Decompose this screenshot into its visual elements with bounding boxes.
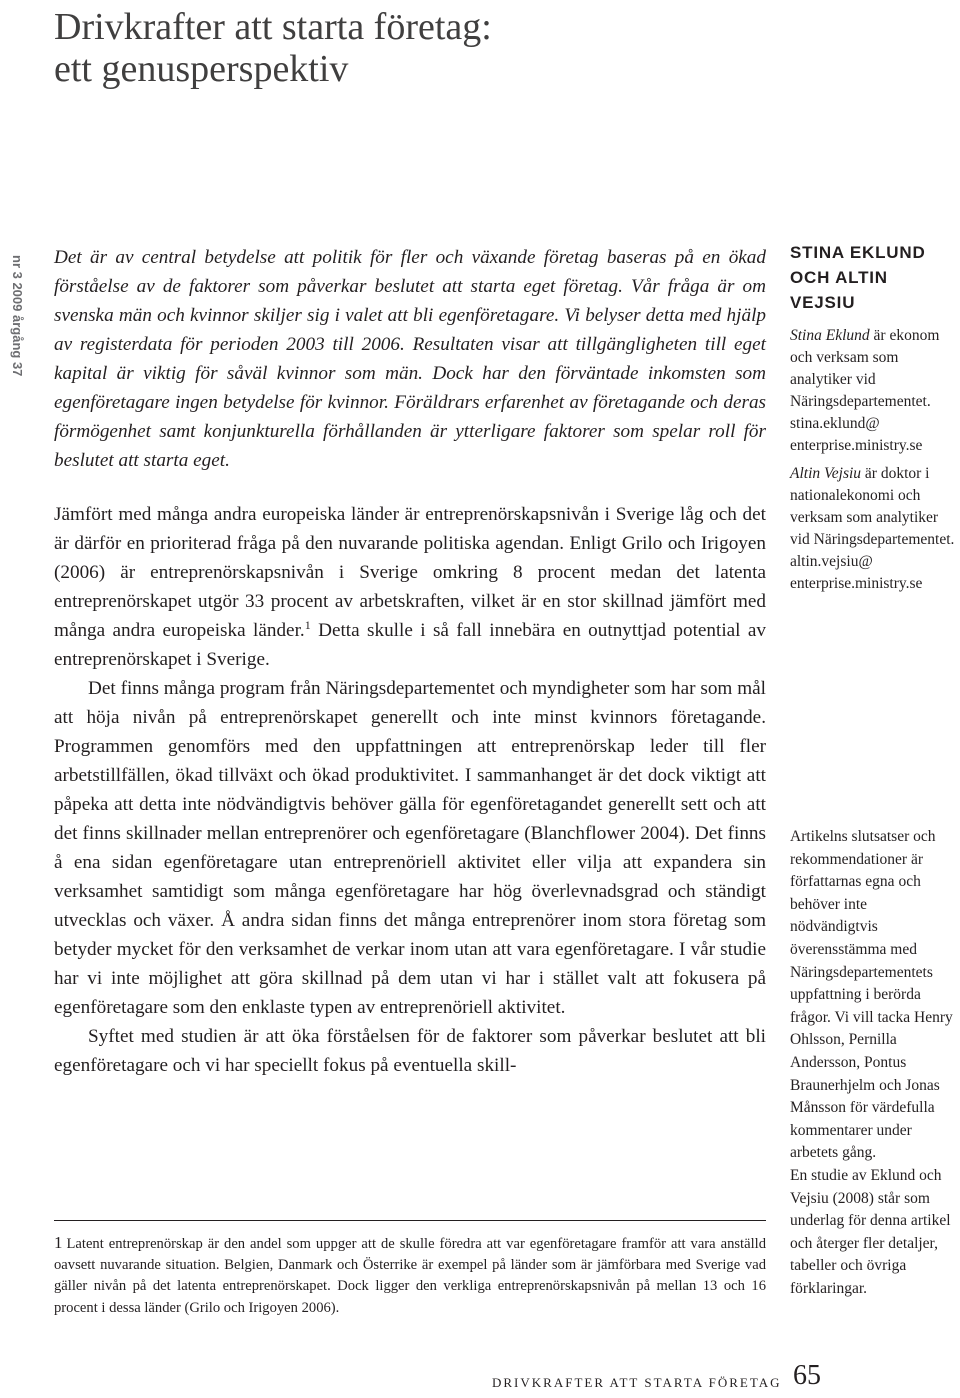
author-sidebar: [790, 240, 958, 595]
author-names: [790, 240, 958, 315]
footnote-number: 1: [54, 1233, 63, 1252]
body-paragraph-1: [54, 500, 766, 674]
body-text: [54, 500, 766, 1080]
author-bio-1-email-b[interactable]: enterprise.ministry.se: [790, 437, 923, 454]
sidebar-note-text: Artikelns slutsatser och rekommendationer är författarnas egna och behöver inte nödvändigtvis överensstämma med Näringsdepartementets uppfattning i berörda frågor. Vi vill tacka Henry Ohlsson, Pernilla Andersson, Pontus Braunerhjelm och Jonas Månsson för värdefulla kommentarer under arbetets gång.: [790, 828, 953, 1162]
main-column: [54, 240, 766, 1080]
body-paragraph-3: Syftet med studien är att öka förståelsen för de faktorer som påverkar beslutet att bli egenföretagare och vi har speciellt fokus på eventuella skill-: [54, 1026, 766, 1076]
body-p1-a: Jämfört med många andra europeiska länder är entreprenörskapsnivån i Sverige låg och det är därför en prioriterad fråga på den nuvarande politiska agendan. Enligt Grilo och Irigoyen (2006) är entreprenörskapsnivån i Sverige omkring 8 procent medan det latenta entreprenörskapet utgör 33 procent av arbetskraften, vilket är en stor skillnad jämfört med många andra europeiska länder.: [54, 504, 766, 641]
author-bio-1-text: är ekonom och verksam som analytiker vid Näringsdepartementet.: [790, 327, 940, 410]
author-line-1: STINA EKLUND: [790, 243, 926, 262]
title-line-2: ett genusperspektiv: [54, 48, 349, 90]
author-line-3: VEJSIU: [790, 293, 856, 312]
sidebar-note-text-2: En studie av Eklund och Vejsiu (2008) står som underlag för denna artikel och återger fler detaljer, tabeller och övriga förklaringar.: [790, 1166, 951, 1297]
footnote-ref[interactable]: 1: [304, 618, 311, 632]
ingress-text: Det är av central betydelse att politik för fler och växande företag baseras på en ökad förståelse av de faktorer som påverkar beslutet att starta eget företag. Vår fråga är om svenska män och kvinnor skiljer sig i valet att bli egenföretagare. Vi belyser detta med hjälp av registerdata för perioden 2003 till 2006. Resultaten visar att tillgängligheten till eget kapital är viktig för såväl kvinnor som män. Dock har den förväntade inkomsten som egenföretagare ingen betydelse för kvinnor. Föräldrars erfarenhet av företagande och deras förmögenhet samt konjunkturella förhållanden är ytterligare faktorer som spelar roll för beslutet att starta eget.: [54, 247, 766, 471]
author-bio-1: [790, 325, 958, 457]
body-paragraph-2: Det finns många program från Näringsdepartementet och myndigheter som har som mål att höja nivån på entreprenörskapet generellt och inte minst kvinnors företagande. Programmen genomförs med den uppfattningen att entreprenörskap leder till fler arbetstillfällen, ökad tillväxt och ökad produktivitet. I sammanhanget är det dock viktigt att påpeka att detta inte nödvändigtvis behöver gälla för egenföretagandet generellt sett och att det finns skillnader mellan entreprenörer och egenföretagare (Blanchflower 2004). Det finns å ena sidan egenföretagare utan entreprenöriell aktivitet eller vilja att expandera sin verksamhet samtidigt som många egenföretagare har hög överlevnadsgrad och ständigt utvecklas och växer. Å andra sidan finns det många entreprenörer inom stora företag som betyder mycket för den verksamhet de verkar inom utan att vara egenföretagare. I vår studie har vi inte möjlighet att göra skillnad på dem utan vi har i stället valt att fokusera på egenföretagare som den enklaste typen av entreprenöriell aktivitet.: [54, 678, 766, 1018]
author-bio-2-email-b[interactable]: enterprise.ministry.se: [790, 575, 923, 592]
author-bio-1-email-a[interactable]: stina.eklund@: [790, 415, 880, 432]
footnote: [54, 1232, 766, 1319]
running-head: DRIVKRAFTER ATT STARTA FÖRETAG: [492, 1375, 782, 1390]
footnote-text: Latent entreprenörskap är den andel som uppger att de skulle föredra att var egenföretagare framför att vara anställd oavsett nuvarande situation. Belgien, Danmark och Österrike är exempel på länder som är jämförbara med Sverige vad gäller nivån på det latenta entreprenörskapet. Dock ligger den verkliga entreprenörskapsnivån på mellan 13 och 16 procent i dessa länder (Grilo och Irigoyen 2006).: [54, 1236, 766, 1316]
ingress: [54, 243, 766, 475]
author-bio-2: [790, 463, 958, 595]
issue-tag: nr 3 2009 årgång 37: [10, 255, 25, 377]
footnote-divider: [54, 1220, 766, 1221]
author-line-2: OCH ALTIN: [790, 268, 888, 287]
page-number: 65: [793, 1360, 821, 1391]
author-bio-1-name: Stina Eklund: [790, 327, 870, 344]
author-bio-2-text: är doktor i nationalekonomi och verksam som analytiker vid Näringsdepartementet.: [790, 465, 955, 548]
article-title: [54, 6, 754, 90]
body-p1-b: Detta skulle i så fall innebära en outnyttjad potential av entreprenörskapet i Sverige.: [54, 620, 767, 670]
sidebar-note: [790, 826, 958, 1300]
author-bio-2-name: Altin Vejsiu: [790, 465, 862, 482]
title-line-1: Drivkrafter att starta företag:: [54, 6, 492, 48]
author-bio-2-email-a[interactable]: altin.vejsiu@: [790, 553, 873, 570]
